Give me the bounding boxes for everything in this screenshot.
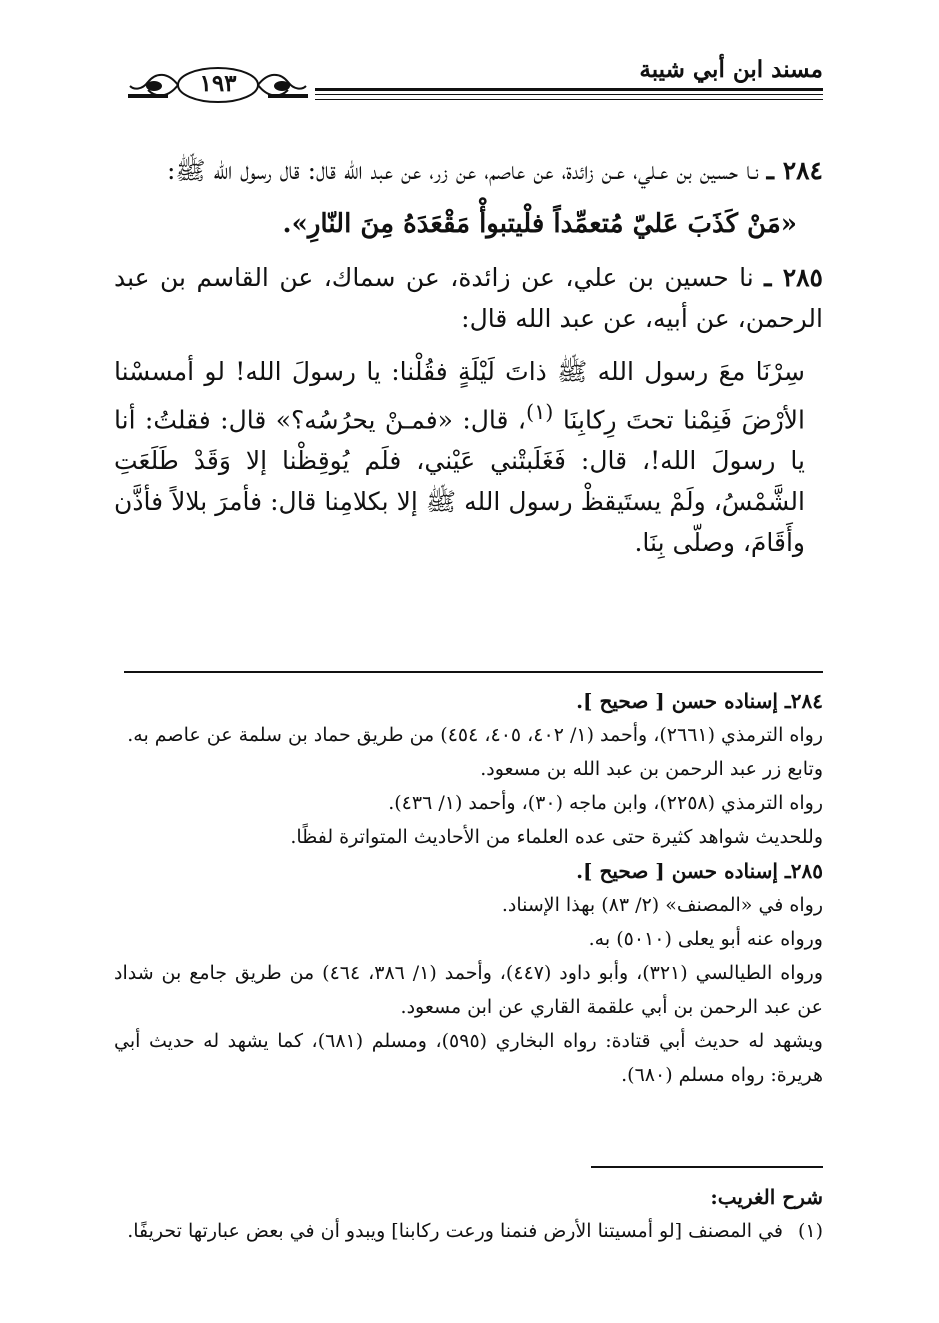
note-line: ويشهد له حديث أبي قتادة: رواه البخاري (٥٩٥)، ومسلم (٦٨١)، كما يشهد له حديث أبي هريرة: رواه مسلم (٦٨٠). [114, 1030, 823, 1086]
gharib-section [114, 1180, 823, 1248]
footnote-divider [591, 1166, 823, 1168]
gharib-title: شرح الغريب: [710, 1185, 823, 1209]
note-line: رواه في «المصنف» (٢/ ٨٣) بهذا الإسناد. [501, 894, 823, 916]
note-line: وللحديث شواهد كثيرة حتى عده العلماء من الأحاديث المتواترة لفظًا. [290, 826, 823, 848]
hadith-number: ٢٨٤ ـ [766, 156, 823, 185]
header-rule-thin [315, 94, 823, 95]
hadith-isnad: نا حسين بن علي، عن زائدة، عن سماك، عن القاسم بن عبد الرحمن، عن أبيه، عن عبد الله قال: [114, 263, 823, 333]
footnote-text: في المصنف [لو أمسيتنا الأرض فنمنا ورعت ركابنا] ويبدو أن في بعض عبارتها تحريفًا. [127, 1220, 783, 1242]
footnote-marker: (١) [797, 1220, 823, 1242]
hadith-body [114, 150, 823, 563]
hadith-matn: «مَنْ كَذَبَ عَليّ مُتعمِّداً فلْيتبوأْ مَقْعَدَهُ مِنَ النّارِ». [282, 209, 797, 239]
header-rule-thin-2 [315, 99, 823, 100]
takhrij-notes [114, 684, 823, 1092]
running-title: مسند ابن أبي شيبة [639, 56, 823, 83]
hadith-matn-285 [114, 351, 823, 563]
hadith-matn-part: سِرْنَا معَ رسول الله ﷺ ذاتَ لَيْلَةٍ فقُلْنا: يا رسولَ الله! لو أمسسْنا الأرْضَ فَنِمْنا تحتَ رِكابِنَا [114, 357, 805, 435]
hadith-285 [114, 257, 823, 339]
note-line: رواه الترمذي (٢٢٥٨)، وابن ماجه (٣٠)، وأحمد (١/ ٤٣٦). [388, 792, 823, 814]
header-rule [315, 88, 823, 91]
note-heading: ٢٨٥ـ إسناده حسن [ صحيح ]. [576, 859, 823, 883]
footnote-ref: (١) [525, 400, 554, 424]
footnote-1 [114, 1214, 823, 1248]
hadith-284 [114, 150, 823, 191]
note-line: ورواه الطيالسي (٣٢١)، وأبو داود (٤٤٧)، وأحمد (١/ ٣٨٦، ٤٦٤) من طريق جامع بن شداد عن عبد الرحمن بن أبي علقمة القاري عن ابن مسعود. [114, 962, 823, 1018]
hadith-number: ٢٨٥ ـ [764, 263, 823, 292]
hadith-isnad: نـا حسين بن عـلي، عـن زائدة، عن عاصم، عن زر، عن عبد الله قال: قال رسول الله ﷺ: [166, 156, 759, 185]
hadith-matn-part: ، قال: «فمـنْ يحرُسُه؟» قال: فقلتُ: أنا يا رسولَ الله!، قال: فَغَلَبتْني عَيْني، فلَم يُوقِظْنا إلا وَقَدْ طَلَعَتِ الشَّمْسُ، ولَمْ يستَيقظْ رسول الله ﷺ إلا بكلامِنا قال: فأمرَ بلالاً فأذَّن وأَقَامَ، وصلّى بِنَا. [114, 405, 805, 558]
page-number: ١٩٣ [199, 70, 237, 97]
note-line: رواه الترمذي (٢٦٦١)، وأحمد (١/ ٤٠٢، ٤٠٥، ٤٥٤) من طريق حماد بن سلمة عن عاصم به. [127, 724, 823, 746]
note-line: ورواه عنه أبو يعلى (٥٠١٠) به. [588, 928, 823, 950]
notes-divider [124, 671, 823, 673]
note-heading: ٢٨٤ـ إسناده حسن [ صحيح ]. [576, 689, 823, 713]
note-line: وتابع زر عبد الرحمن بن عبد الله بن مسعود. [480, 758, 823, 780]
